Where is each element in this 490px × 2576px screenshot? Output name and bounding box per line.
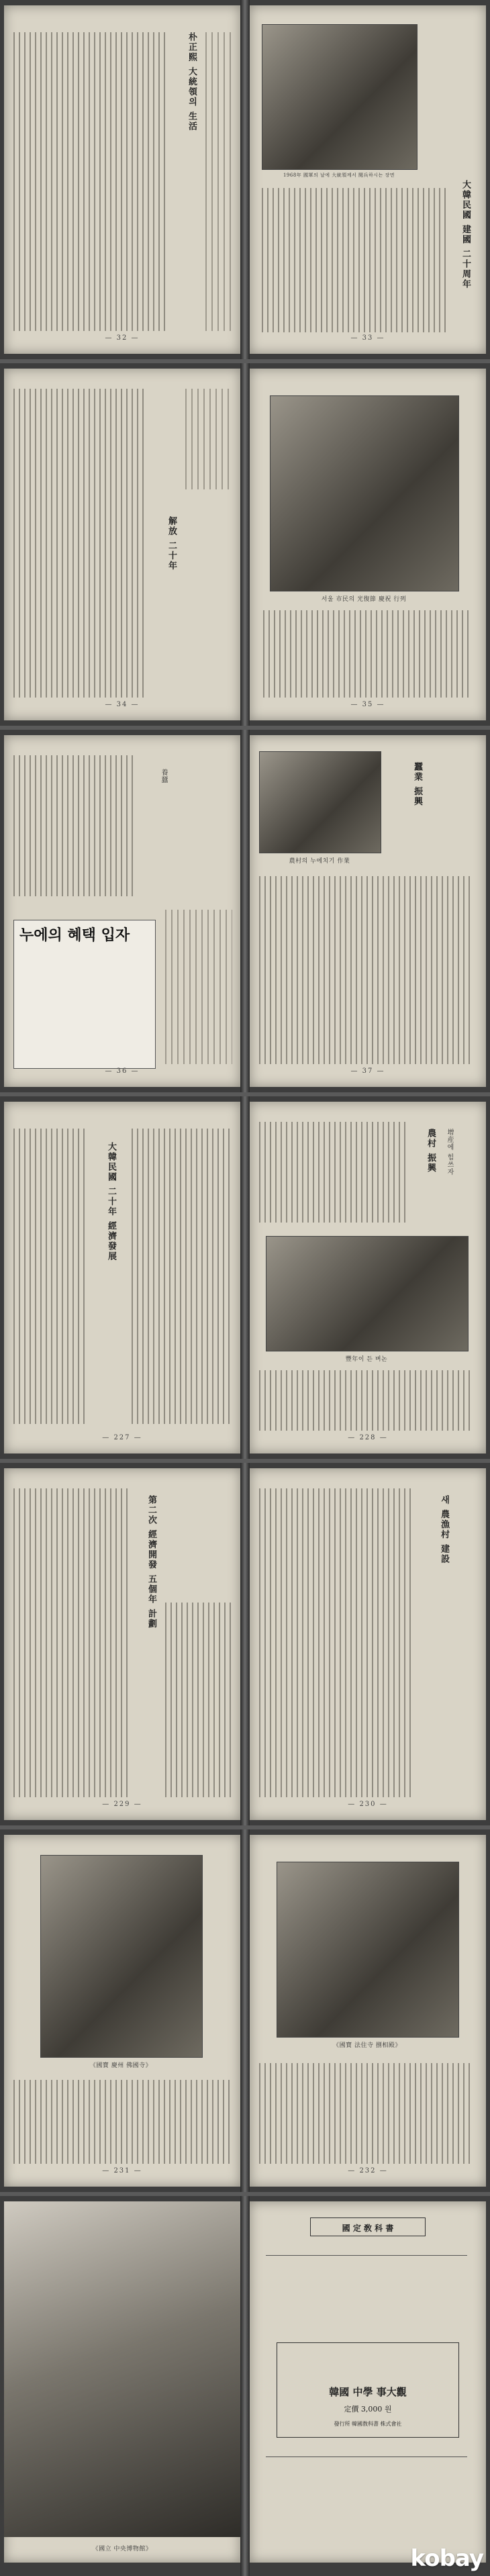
page-number: — 37 — (350, 1067, 385, 1075)
page-left (4, 1102, 240, 1453)
body-text (259, 1370, 474, 1431)
body-text (259, 876, 474, 1064)
body-text (165, 910, 232, 1064)
page-number: — 33 — (350, 334, 385, 342)
article-title: 大韓民國 二十年 經濟發展 (106, 1142, 116, 1262)
spread-7 (0, 2196, 490, 2576)
article-subtitle: 增産에 힘쓰자 (446, 1129, 453, 1176)
page-number: — 34 — (105, 701, 140, 708)
photo-pagoda (277, 1862, 459, 2038)
gutter (240, 730, 250, 1092)
page-number: — 35 — (350, 701, 385, 708)
photo-farm (259, 751, 381, 853)
poster-silkworm (13, 920, 156, 1069)
ad-header-box (310, 2217, 426, 2236)
article-title: 大韓民國 建國 二十周年 (460, 180, 471, 290)
photo-caption: 《國寶 法住寺 捌相殿》 (333, 2042, 401, 2049)
photo-caption: 農村의 누에치기 作業 (289, 858, 350, 865)
photo-ceremony (262, 24, 418, 170)
article-title: 解放 二十年 (166, 516, 177, 571)
page-right (250, 2201, 486, 2563)
body-text (13, 2080, 232, 2164)
spread-4 (0, 1096, 490, 1459)
divider (266, 2456, 467, 2457)
gutter (240, 1829, 250, 2192)
photo-caption: 서울 市民의 光復節 慶祝 行列 (321, 596, 407, 603)
ad-publisher: 發行所 韓國敎科書 株式會社 (334, 2421, 402, 2427)
spread-3 (0, 730, 490, 1092)
divider (266, 2255, 467, 2256)
page-left (4, 1835, 240, 2187)
page-left (4, 735, 240, 1087)
page-right (250, 1835, 486, 2187)
page-left (4, 369, 240, 720)
article-title: 朴正熙 大統領의 生活 (187, 32, 197, 132)
ad-title: 韓國 中學 事大觀 (329, 2386, 407, 2398)
body-text (13, 32, 168, 331)
page-left (4, 5, 240, 354)
photo-museum-building (4, 2201, 240, 2537)
gutter (240, 0, 250, 359)
spread-6 (0, 1829, 490, 2192)
article-title: 새 農漁村 建設 (439, 1495, 449, 1565)
article-title: 農村 振興 (426, 1129, 436, 1174)
photo-parade (270, 395, 459, 591)
body-text (263, 610, 471, 698)
body-text (13, 1488, 128, 1797)
photo-stone-monument (40, 1855, 203, 2058)
body-text (259, 2063, 474, 2164)
photo-caption: 豐年이 든 벼논 (345, 1356, 388, 1363)
section-label: 養蠶 (160, 769, 167, 783)
body-text (13, 755, 134, 896)
body-text (259, 1122, 407, 1223)
article-title: 第二次 經濟開發 五個年 計劃 (146, 1495, 156, 1629)
gutter (240, 363, 250, 726)
spread-5 (0, 1463, 490, 1825)
body-text (132, 1129, 232, 1424)
spread-2 (0, 363, 490, 726)
page-left (4, 1468, 240, 1820)
page-number: — 227 — (102, 1434, 142, 1441)
page-number: — 36 — (105, 1067, 140, 1075)
ad-main-box (277, 2342, 459, 2438)
page-number: — 32 — (105, 334, 140, 342)
gutter (240, 2196, 250, 2576)
page-number: — 228 — (348, 1434, 388, 1441)
body-text (185, 389, 232, 489)
body-text (262, 188, 450, 332)
photo-caption: 《國寶 慶州 佛國寺》 (89, 2062, 152, 2069)
page-right (250, 1468, 486, 1820)
body-text (13, 1129, 87, 1424)
poster-text: 누에의 혜택 입자 (19, 927, 130, 944)
spread-1 (0, 0, 490, 359)
page-number: — 231 — (102, 2167, 142, 2175)
article-title: 蠶業 振興 (412, 762, 422, 807)
body-text (205, 32, 232, 331)
page-right (250, 735, 486, 1087)
page-number: — 229 — (102, 1801, 142, 1808)
gutter (240, 1096, 250, 1459)
gutter (240, 1463, 250, 1825)
ad-header: 國 定 敎 科 書 (342, 2224, 394, 2233)
body-text (259, 1488, 413, 1797)
photo-caption: 1968年 國軍의 날에 大統領께서 閱兵하시는 장면 (283, 173, 395, 178)
body-text (165, 1603, 232, 1797)
ad-price: 定價 3,000 원 (344, 2405, 392, 2414)
page-right (250, 369, 486, 720)
page-number: — 232 — (348, 2167, 388, 2175)
page-right (250, 5, 486, 354)
page-left (4, 2201, 240, 2563)
page-number: — 230 — (348, 1801, 388, 1808)
body-text (13, 389, 148, 698)
watermark-logo: kobay (410, 2545, 483, 2572)
page-right (250, 1102, 486, 1453)
photo-rice-field (266, 1236, 469, 1351)
photo-caption: 《國立 中央博物館》 (92, 2546, 152, 2553)
